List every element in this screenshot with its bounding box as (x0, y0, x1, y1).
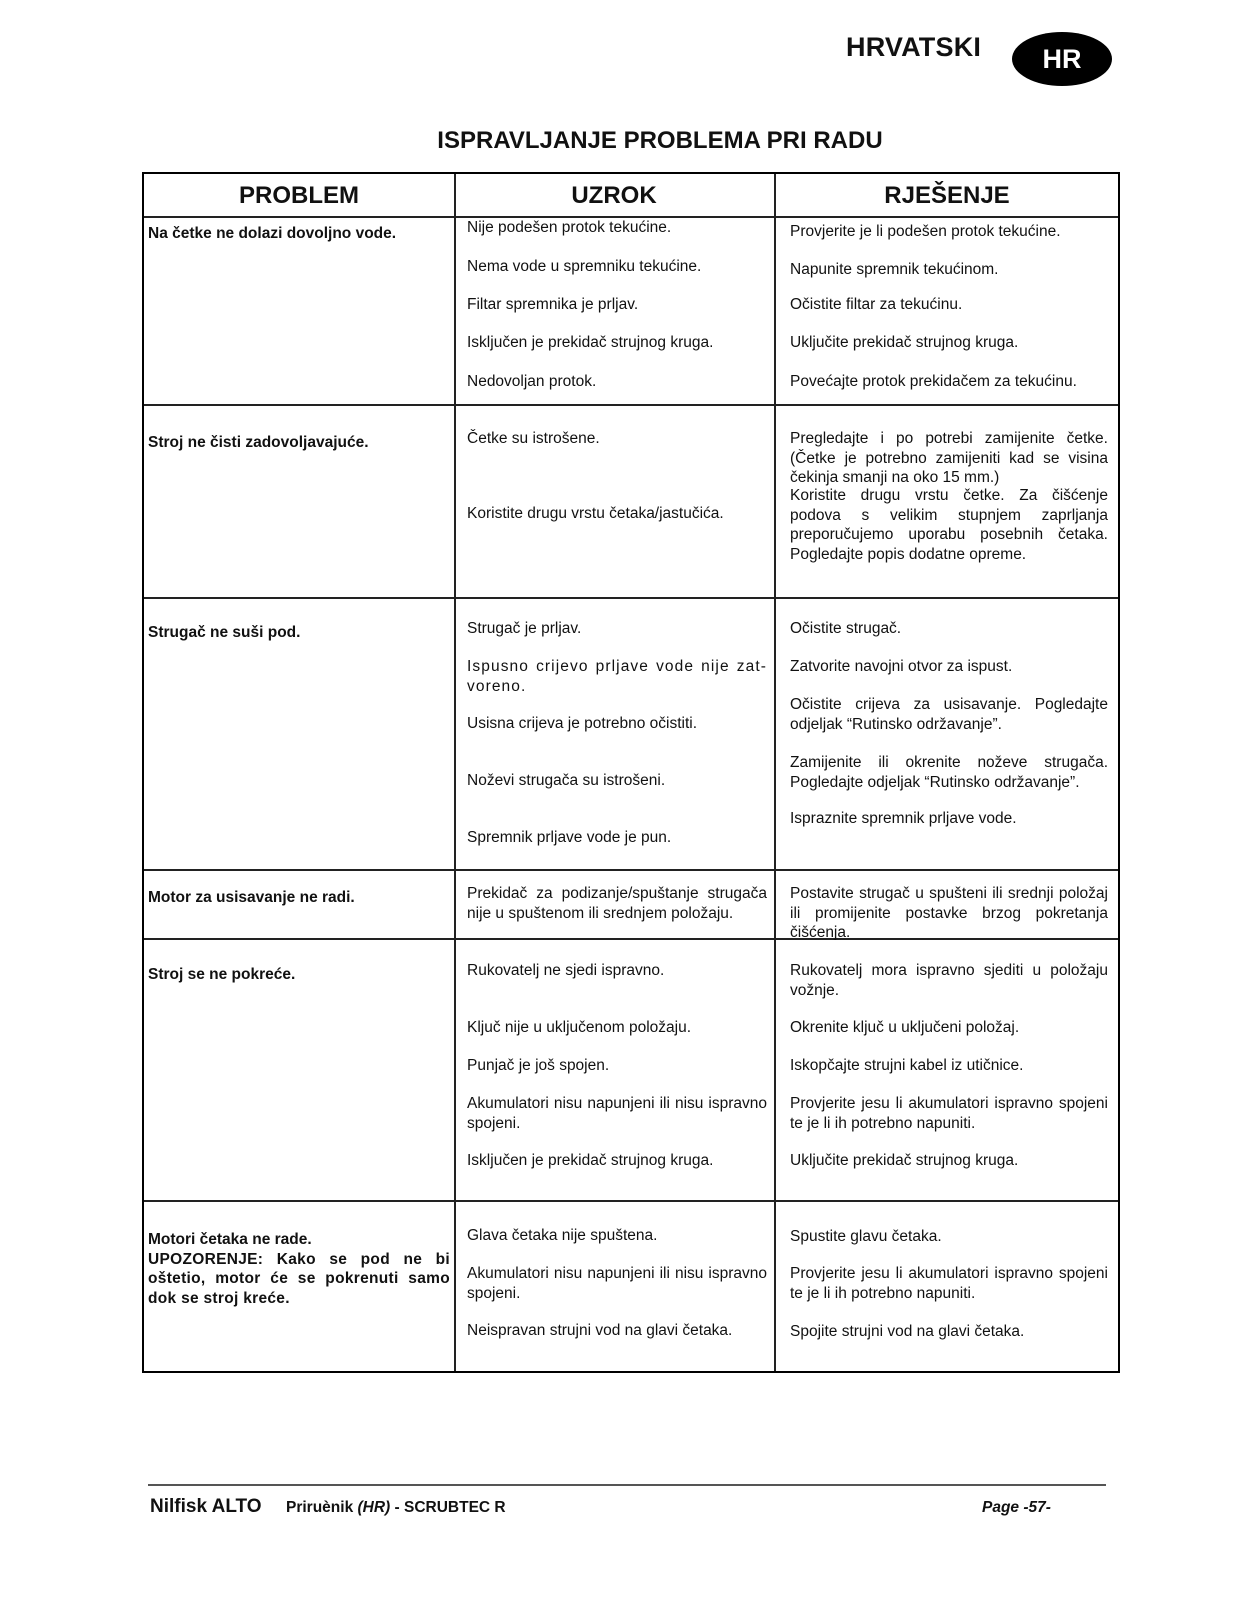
cause-text: Neispravan strujni vod na glavi četaka. (467, 1322, 733, 1339)
solution-text: Ispraznite spremnik prljave vode. (790, 810, 1017, 827)
cause-text: Akumulatori nisu napunjeni ili nisu ispravno spojeni. (467, 1095, 767, 1132)
solution-text: Okrenite ključ u uključeni položaj. (790, 1019, 1020, 1036)
solution-text: Zamijenite ili okrenite noževe strugača. Pogledajte odjeljak “Rutinsko održavanje”. (790, 754, 1108, 791)
solution-text: Očistite crijeva za usisavanje. Pogledajte odjeljak “Rutinsko održavanje”. (790, 696, 1108, 733)
solution-text: Uključite prekidač strujnog kruga. (790, 334, 1019, 351)
solution-text: Očistite strugač. (790, 620, 902, 637)
footer-manual-prefix: Priruènik (286, 1499, 358, 1516)
language-title: HRVATSKI (846, 32, 982, 62)
solution-text: Provjerite je li podešen protok tekućine. (790, 223, 1061, 240)
column-divider (774, 174, 776, 1371)
solution-text: Zatvorite navojni otvor za ispust. (790, 658, 1013, 675)
row-divider (144, 1200, 1118, 1202)
cause-text: Ključ nije u uključenom položaju. (467, 1019, 692, 1036)
cause-text: Nije podešen protok tekućine. (467, 219, 672, 236)
cause-text: Rukovatelj ne sjedi ispravno. (467, 962, 665, 979)
cause-text: Koristite drugu vrstu četaka/jastučića. (467, 505, 724, 522)
problem-warning: UPOZORENJE: Kako se pod ne bi oštetio, motor će se pokrenuti samo dok se stroj kreće. (148, 1250, 450, 1307)
header-problem: PROBLEM (239, 182, 359, 209)
solution-text: Provjerite jesu li akumulatori ispravno spojeni te je li ih potrebno napuniti. (790, 1095, 1108, 1132)
solution-text: Rukovatelj mora ispravno sjediti u položaju vožnje. (790, 962, 1108, 999)
cause-text: Četke su istrošene. (467, 430, 600, 447)
solution-text: Koristite drugu vrstu četke. Za čišćenje podova s velikim stupnjem zaprljanja preporučujemo uporabu posebnih četaka. Pogledajte popis dodatne opreme. (790, 487, 1108, 563)
footer-manual (286, 1499, 506, 1517)
solution-text: Spustite glavu četaka. (790, 1228, 942, 1245)
problem-text: Stroj se ne pokreće. (148, 966, 296, 983)
problem-text (148, 1230, 450, 1308)
cause-text: Akumulatori nisu napunjeni ili nisu ispravno spojeni. (467, 1265, 767, 1302)
footer-page-number: Page -57- (982, 1499, 1051, 1516)
footer-manual-lang: (HR) (357, 1499, 391, 1516)
cause-text: Noževi strugača su istrošeni. (467, 772, 666, 789)
cause-text: Glava četaka nije spuštena. (467, 1227, 658, 1244)
cause-text: Prekidač za podizanje/spuštanje strugača nije u spuštenom ili srednjem položaju. (467, 885, 767, 922)
footer-manual-suffix: - SCRUBTEC R (390, 1499, 506, 1516)
problem-text: Strugač ne suši pod. (148, 624, 301, 641)
cause-text: Nema vode u spremniku tekućine. (467, 258, 702, 275)
problem-title: Motori četaka ne rade. (148, 1231, 312, 1248)
column-divider (454, 174, 456, 1371)
solution-text: Postavite strugač u spušteni ili srednji položaj ili promijenite postavke brzog pokretanja čišćenja. (790, 885, 1108, 940)
cause-text: Filtar spremnika je prljav. (467, 296, 639, 313)
cause-text: Strugač je prljav. (467, 620, 582, 637)
cause-text: Punjač je još spojen. (467, 1057, 610, 1074)
cause-text: Isključen je prekidač strujnog kruga. (467, 334, 714, 351)
solution-text: Pregledajte i po potrebi zamijenite četke. (Četke je potrebno zamijeniti kad se visina čekinja smanji na oko 15 mm.) (790, 430, 1108, 486)
solution-text: Napunite spremnik tekućinom. (790, 261, 999, 278)
solution-text: Očistite filtar za tekućinu. (790, 296, 963, 313)
header-solution: RJEŠENJE (884, 182, 1010, 209)
solution-text: Uključite prekidač strujnog kruga. (790, 1152, 1019, 1169)
page-title: ISPRAVLJANJE PROBLEMA PRI RADU (437, 127, 883, 154)
solution-text: Povećajte protok prekidačem za tekućinu. (790, 373, 1077, 390)
cause-text: Nedovoljan protok. (467, 373, 597, 390)
footer-brand: Nilfisk ALTO (150, 1496, 262, 1517)
problem-text: Stroj ne čisti zadovoljavajuće. (148, 434, 369, 451)
row-divider (144, 869, 1118, 871)
problem-text: Na četke ne dolazi dovoljno vode. (148, 225, 397, 242)
language-badge: HR (1012, 32, 1112, 86)
row-divider (144, 597, 1118, 599)
footer-divider (148, 1484, 1106, 1486)
cause-text: Usisna crijeva je potrebno očistiti. (467, 715, 698, 732)
solution-text: Spojite strujni vod na glavi četaka. (790, 1323, 1025, 1340)
cause-text: Isključen je prekidač strujnog kruga. (467, 1152, 714, 1169)
header-cause: UZROK (571, 182, 657, 209)
troubleshooting-table (142, 172, 1120, 1373)
solution-text: Provjerite jesu li akumulatori ispravno spojeni te je li ih potrebno napuniti. (790, 1265, 1108, 1302)
row-divider (144, 404, 1118, 406)
cause-text: Spremnik prljave vode je pun. (467, 829, 672, 846)
problem-text: Motor za usisavanje ne radi. (148, 889, 355, 906)
cause-text: Ispusno crijevo prljave vode nije zat-voreno. (467, 658, 767, 695)
solution-text: Iskopčajte strujni kabel iz utičnice. (790, 1057, 1024, 1074)
